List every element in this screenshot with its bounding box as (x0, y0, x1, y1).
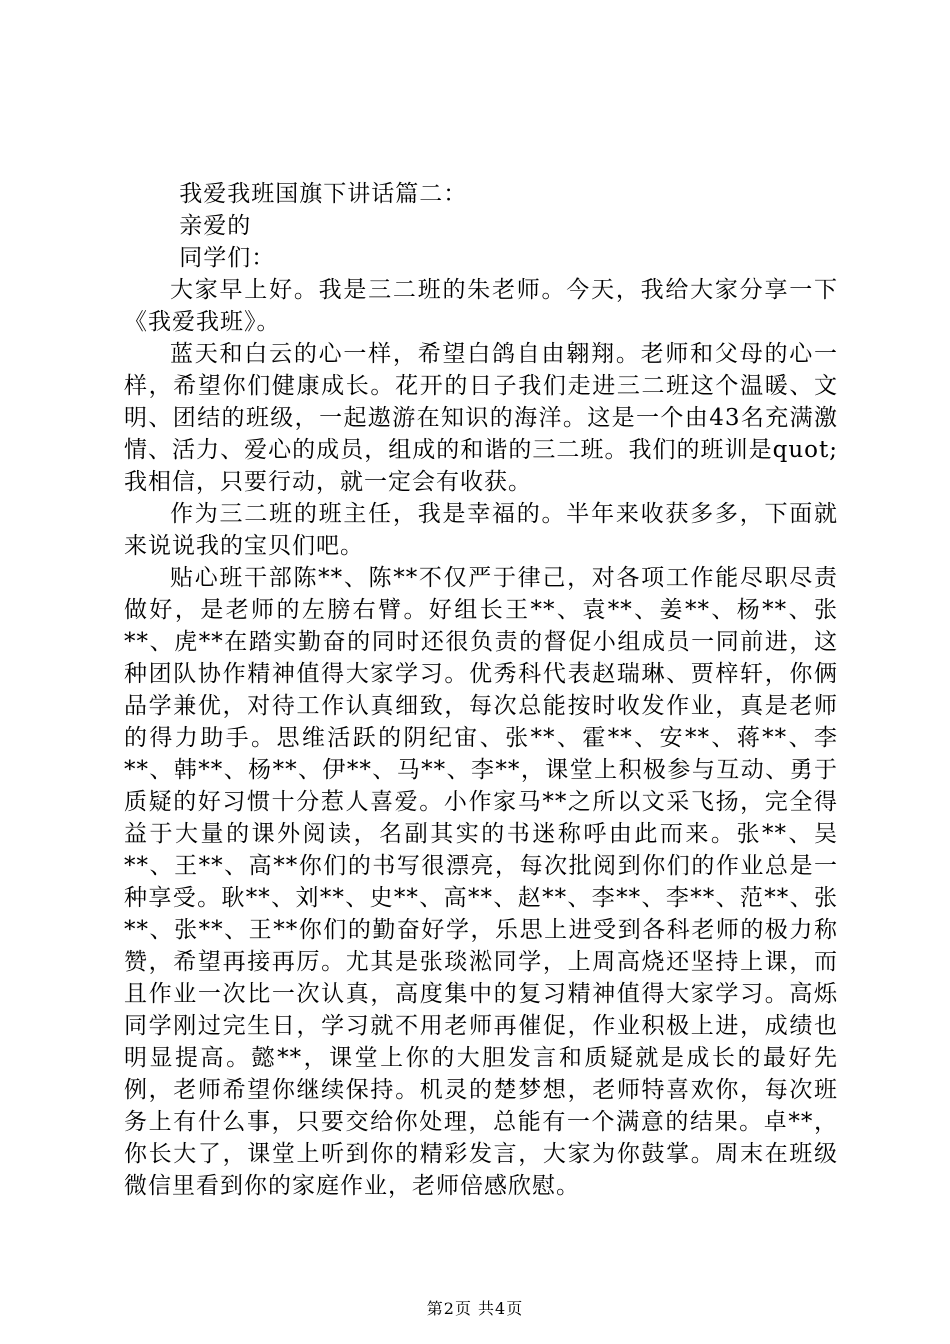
body-paragraph: 作为三二班的班主任，我是幸福的。半年来收获多多，下面就来说说我的宝贝们吧。 (124, 501, 838, 559)
document-body (124, 178, 838, 1202)
salutation-line: 同学们： (179, 245, 276, 271)
body-paragraph: 贴心班干部陈**、陈**不仅严于律己，对各项工作能尽职尽责做好，是老师的左膀右臂。好组长王**、袁**、姜**、杨**、张**、虎**在踏实勤奋的同时还很负责的督促小组成员一同前进，这种团队协作精神值得大家学习。优秀科代表赵瑞琳、贾梓轩，你俩品学兼优，对待工作认真细致，每次总能按时收发作业，真是老师的得力助手。思维活跃的阴纪宙、张**、霍**、安**、蒋**、李**、韩**、杨**、伊**、马**、李**，课堂上积极参与互动、勇于质疑的好习惯十分惹人喜爱。小作家马**之所以文采飞扬，完全得益于大量的课外阅读，名副其实的书迷称呼由此而来。张**、吴**、王**、高**你们的书写很漂亮，每次批阅到你们的作业总是一种享受。耿**、刘**、史**、高**、赵**、李**、李**、范**、张**、张**、王**你们的勤奋好学，乐思上进受到各科老师的极力称赞，希望再接再厉。尤其是张琰淞同学，上周高烧还坚持上课，而且作业一次比一次认真，高度集中的复习精神值得大家学习。高烁同学刚过完生日，学习就不用老师再催促，作业积极上进，成绩也明显提高。懿**，课堂上你的大胆发言和质疑就是成长的最好先例，老师希望你继续保持。机灵的楚梦想，老师特喜欢你，每次班务上有什么事，只要交给你处理，总能有一个满意的结果。卓**，你长大了，课堂上听到你的精彩发言，大家为你鼓掌。周末在班级微信里看到你的家庭作业，老师倍感欣慰。 (124, 565, 839, 1199)
section-heading: 我爱我班国旗下讲话篇二： (179, 181, 468, 207)
salutation-line: 亲爱的 (179, 213, 252, 239)
page-number-footer: 第2页 共4页 (426, 1299, 524, 1318)
body-paragraph: 大家早上好。我是三二班的朱老师。今天，我给大家分享一下《我爱我班》。 (124, 277, 838, 335)
body-paragraph: 蓝天和白云的心一样，希望白鸽自由翱翔。老师和父母的心一样，希望你们健康成长。花开的日子我们走进三二班这个温暖、文明、团结的班级，一起遨游在知识的海洋。这是一个由43名充满激情、活力、爱心的成员，组成的和谐的三二班。我们的班训是quot;我相信，只要行动，就一定会有收获。 (124, 341, 838, 495)
